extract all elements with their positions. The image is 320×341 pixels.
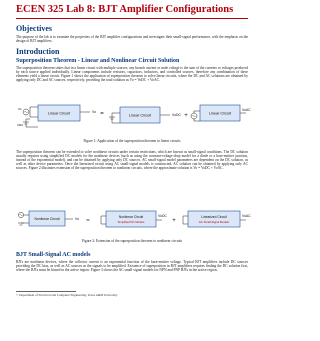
linear-circuit-label-1: Linear Circuit bbox=[47, 111, 71, 116]
introduction-text: The superposition theorem states that in a linear circuit with multiple sources, any branch current or node voltage is the sum of the currents or voltages produced by each source applied individually. Linear components include resistors, capacitors, inductors, and controlled sources, therefore any combination of these elements yield a linear circuit. Figure 1 shows the application of superposition theorem to solve linear circuits, where the DC and AC solutions are obtained by applying only DC and AC sources, respectively, providing the total solution as Vo = VoDC + VoAC. bbox=[16, 66, 248, 83]
objectives-heading: Objectives bbox=[16, 24, 52, 33]
figure-2-diagram bbox=[16, 203, 251, 235]
ac-source-symbol-fig2 bbox=[18, 212, 23, 217]
nonlinear-superposition-text: The superposition theorem can be extended to solve nonlinear circuits under certain restrictions, which are known as small-signal conditions. The DC solution usually requires using simplified DC models for the nonlinear devices (such as using the constant-voltage-drop model for a diode or a base-emitter junction, instead of the exponential model), and can be obtained by applying only DC sources. AC small-signal model parameters are dependent on the DC solution, as well as other device parameters. Once the linearized circuit using AC small-signal models is constructed, AC solution can be obtained by applying only AC sources. Figure 2 illustrates extension of the superposition theorem to nonlinear circuits, where the approximate solution is Vo = VoDC + VoAC. bbox=[16, 150, 248, 171]
page-title: ECEN 325 Lab 8: BJT Amplifier Configurations bbox=[16, 4, 234, 15]
equals-operator: = bbox=[100, 111, 104, 117]
linearized-circuit-box bbox=[188, 211, 240, 227]
simplified-dc-box bbox=[106, 211, 156, 227]
figure-1-diagram bbox=[16, 93, 251, 135]
figure-1-caption: Figure 1: Application of the superposition theorem to linear circuits bbox=[83, 139, 181, 143]
nonlinear-circuit-label: Nonlinear Circuit bbox=[34, 217, 60, 221]
output-label-3: VoAC bbox=[242, 108, 251, 112]
output-label-1: Vo bbox=[92, 110, 96, 114]
bjt-section-heading: BJT Small-Signal AC models bbox=[16, 252, 91, 258]
title-rule bbox=[16, 18, 248, 19]
superposition-subheading: Superposition Theorem - Linear and Nonlinear Circuit Solution bbox=[16, 58, 180, 64]
fig2-plus-operator: + bbox=[172, 218, 176, 224]
output-label-2: VoDC bbox=[172, 113, 181, 117]
plus-operator: + bbox=[184, 113, 188, 119]
bjt-section-text: BJTs are nonlinear devices, where the collector current is an exponential function of the base-emitter voltage. Typical BJT amplifiers include DC sources providing the DC bias, as well as AC sources as the signals to be amplified. Existence of superposition in BJT amplifiers requires finding the DC solution first, where the BJTs must be biased in the active region. Figure 3 shows the AC small-signal models for NPN and PNP BJTs in the active region. bbox=[16, 260, 248, 273]
fig2-output-label-1: Vo bbox=[75, 217, 79, 221]
objectives-text: The purpose of the lab is to examine the properties of the BJT amplifier configurations and investigate their small-signal performance, with the emphasis on the design of BJT amplifiers. bbox=[16, 35, 248, 44]
linear-circuit-label-2: Linear Circuit bbox=[128, 113, 152, 118]
figure-2-caption: Figure 2: Extension of the superposition theorem to nonlinear circuits bbox=[81, 239, 183, 243]
simplified-dc-subtitle: Simplified DC Models bbox=[117, 220, 145, 224]
linearized-circuit-subtitle: AC Small-Signal Models bbox=[198, 220, 230, 224]
ac-source-label: Vs bbox=[18, 107, 22, 111]
linearized-circuit-title: Linearized Circuit bbox=[201, 215, 227, 219]
dc-source-symbol-fig2 bbox=[18, 223, 24, 225]
ac-source-symbol bbox=[23, 109, 29, 115]
footnote: © Department of Electrical and Computer Engineering, Texas A&M University bbox=[16, 293, 118, 297]
linear-circuit-label-3: Linear Circuit bbox=[208, 111, 232, 116]
footnote-rule bbox=[16, 291, 76, 292]
ac-source-symbol-panel3 bbox=[191, 113, 197, 119]
dc-source-label: VDC bbox=[17, 123, 24, 127]
fig2-output-label-2: VoDC bbox=[158, 214, 167, 218]
simplified-dc-title: Nonlinear Circuit bbox=[118, 215, 144, 219]
approx-operator: ≈ bbox=[86, 218, 90, 224]
fig2-output-label-3: VoAC bbox=[242, 214, 251, 218]
introduction-heading: Introduction bbox=[16, 47, 60, 56]
